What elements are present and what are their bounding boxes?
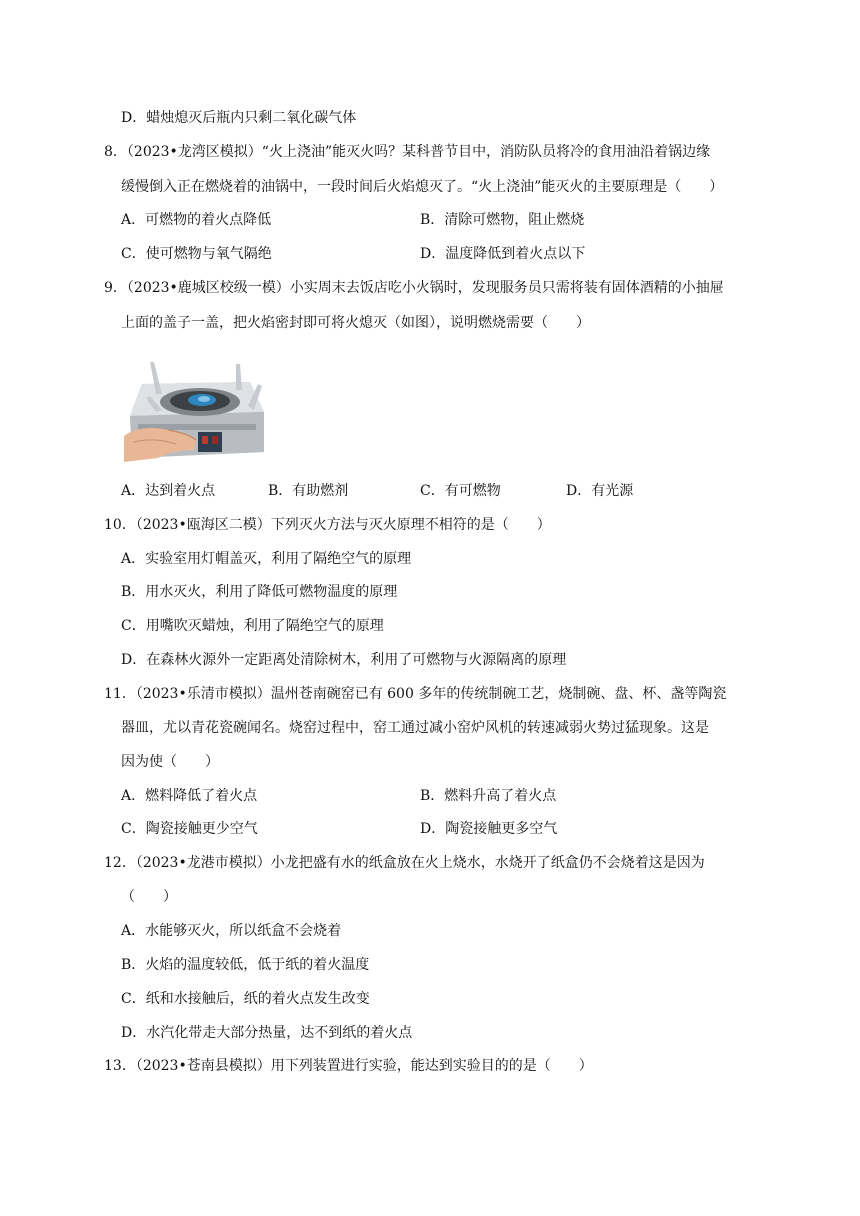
q8-option-b: B．清除可燃物，阻止燃烧 — [420, 212, 585, 228]
q11-option-b: B．燃料升高了着火点 — [420, 788, 557, 804]
q10-option-b: B．用水灭火，利用了降低可燃物温度的原理 — [121, 584, 398, 600]
q12-stem-line-1: 12．（2023•龙港市模拟）小龙把盛有水的纸盒放在火上烧水，水烧开了纸盒仍不会烧着这是因为 — [104, 855, 705, 871]
q9-stem-line-2: 上面的盖子一盖，把火焰密封即可将火熄灭（如图），说明燃烧需要（ ） — [121, 315, 590, 331]
q11-option-c: C．陶瓷接触更少空气 — [121, 821, 258, 837]
q11-stem-line-1: 11．（2023•乐清市模拟）温州苍南碗窑已有 600 多年的传统制碗工艺，烧制碗、盘、杯、盏等陶瓷 — [104, 686, 727, 702]
q11-stem-line-3: 因为使（ ） — [121, 754, 219, 770]
q10-option-d: D．在森林火源外一定距离处清除树木，利用了可燃物与火源隔离的原理 — [121, 652, 567, 668]
q12-stem-line-2: （ ） — [121, 889, 177, 905]
q11-option-a: A．燃料降低了着火点 — [121, 788, 258, 804]
q9-option-b: B．有助燃剂 — [268, 483, 349, 499]
q10-option-a: A．实验室用灯帽盖灭，利用了隔绝空气的原理 — [121, 551, 412, 567]
q8-option-c: C．使可燃物与氧气隔绝 — [121, 246, 272, 262]
q12-option-a: A．水能够灭火，所以纸盒不会烧着 — [121, 923, 342, 939]
q8-option-d: D．温度降低到着火点以下 — [420, 246, 586, 262]
q9-stove-figure — [124, 354, 266, 466]
q12-option-c: C．纸和水接触后，纸的着火点发生改变 — [121, 991, 370, 1007]
q7-option-d: D．蜡烛熄灭后瓶内只剩二氧化碳气体 — [121, 110, 357, 126]
q13-stem: 13．（2023•苍南县模拟）用下列装置进行实验，能达到实验目的的是（ ） — [104, 1058, 593, 1074]
q10-stem: 10．（2023•瓯海区二模）下列灭火方法与灭火原理不相符的是（ ） — [104, 517, 551, 533]
q8-stem-line-1: 8．（2023•龙湾区模拟）“火上浇油”能灭火吗？某科普节目中，消防队员将冷的食用油沿着锅边缘 — [104, 144, 711, 160]
q12-option-b: B．火焰的温度较低，低于纸的着火温度 — [121, 957, 370, 973]
q11-option-d: D．陶瓷接触更多空气 — [420, 821, 558, 837]
q8-stem-line-2: 缓慢倒入正在燃烧着的油锅中，一段时间后火焰熄灭了。“火上浇油”能灭火的主要原理是（ ） — [121, 179, 724, 195]
q8-option-a: A．可燃物的着火点降低 — [121, 212, 272, 228]
q9-option-c: C．有可燃物 — [420, 483, 501, 499]
q10-option-c: C．用嘴吹灭蜡烛，利用了隔绝空气的原理 — [121, 618, 384, 634]
q9-option-a: A．达到着火点 — [121, 483, 216, 499]
q11-stem-line-2: 器皿，尤以青花瓷碗闻名。烧窑过程中，窑工通过减小窑炉风机的转速减弱火势过猛现象。这是 — [121, 720, 709, 736]
q9-option-d: D．有光源 — [566, 483, 634, 499]
q12-option-d: D．水汽化带走大部分热量，达不到纸的着火点 — [121, 1025, 413, 1041]
q9-stem-line-1: 9．（2023•鹿城区校级一模）小实周末去饭店吃小火锅时，发现服务员只需将装有固体酒精的小抽屉 — [104, 280, 724, 296]
